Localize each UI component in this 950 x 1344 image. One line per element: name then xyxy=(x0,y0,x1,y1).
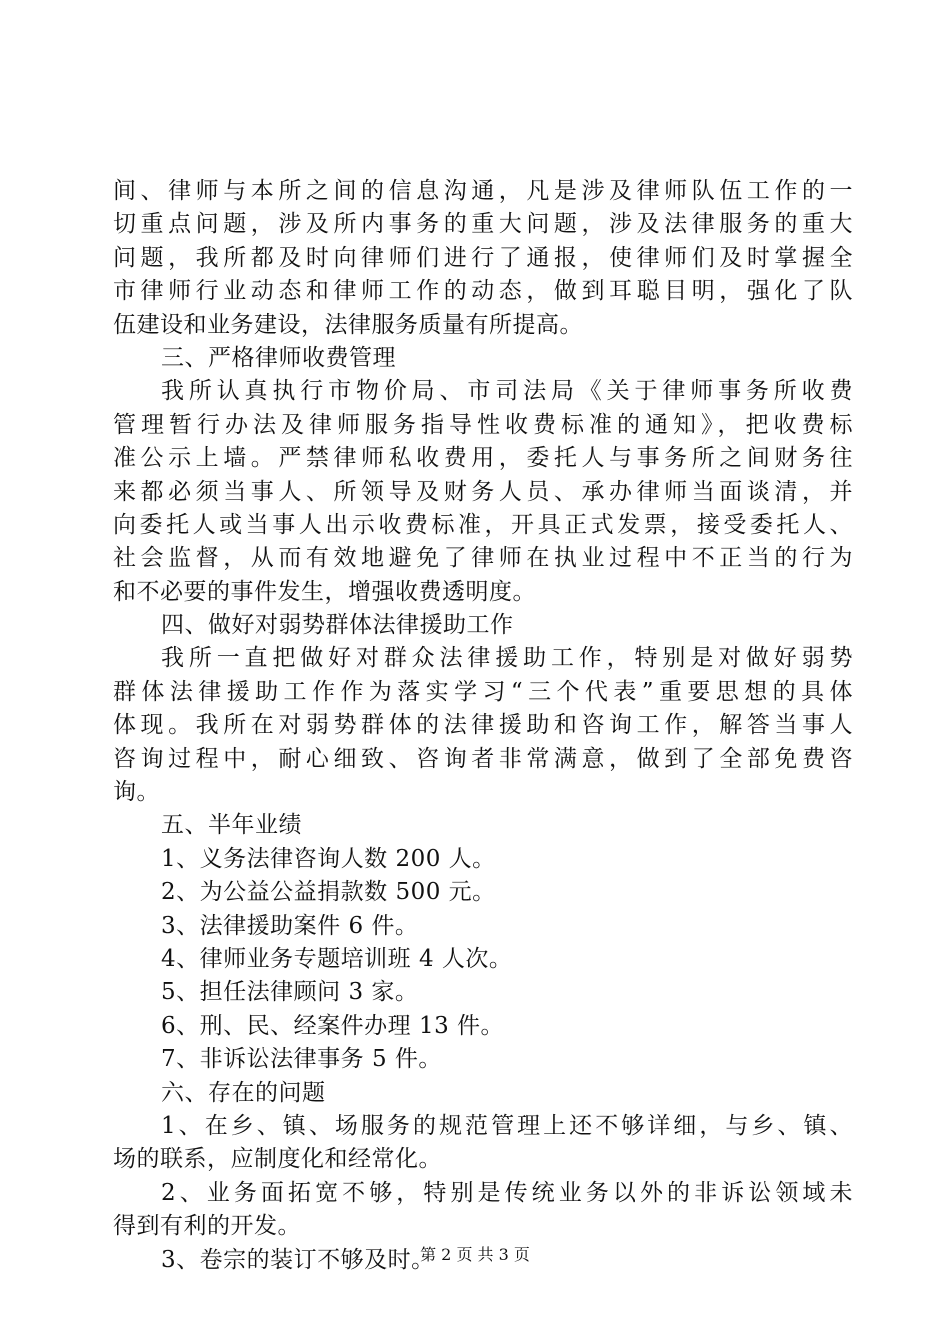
paragraph-heading-line: 2、为公益公益捐款数 500 元。 xyxy=(161,879,496,906)
paragraph-line: 2、业务面拓宽不够，特别是传统业务以外的非诉讼领域未 xyxy=(161,1179,853,1206)
paragraph-line: 询。 xyxy=(113,779,160,806)
paragraph-line: 准公示上墙。严禁律师私收费用，委托人与事务所之间财务往 xyxy=(113,445,853,472)
paragraph-heading-line: 三、严格律师收费管理 xyxy=(161,344,396,371)
paragraph-heading-line: 四、做好对弱势群体法律援助工作 xyxy=(161,612,514,639)
paragraph-heading-line: 7、非诉讼法律事务 5 件。 xyxy=(161,1046,442,1073)
paragraph-heading-line: 1、义务法律咨询人数 200 人。 xyxy=(161,845,496,872)
paragraph-line: 场的联系，应制度化和经常化。 xyxy=(113,1146,442,1173)
paragraph-line: 伍建设和业务建设，法律服务质量有所提高。 xyxy=(113,311,583,338)
paragraph-line: 我所一直把做好对群众法律援助工作，特别是对做好弱势 xyxy=(161,645,853,672)
paragraph-line: 群体法律援助工作作为落实学习“三个代表”重要思想的具体 xyxy=(113,678,853,705)
paragraph-line: 和不必要的事件发生，增强收费透明度。 xyxy=(113,578,536,605)
document-body xyxy=(113,175,853,1277)
paragraph-line: 1、在乡、镇、场服务的规范管理上还不够详细，与乡、镇、 xyxy=(161,1112,853,1139)
paragraph-line: 问题，我所都及时向律师们进行了通报，使律师们及时掌握全 xyxy=(113,244,853,271)
paragraph-heading-line: 5、担任法律顾问 3 家。 xyxy=(161,979,419,1006)
paragraph-line: 得到有利的开发。 xyxy=(113,1213,301,1240)
paragraph-heading-line: 六、存在的问题 xyxy=(161,1079,326,1106)
paragraph-heading-line: 3、法律援助案件 6 件。 xyxy=(161,912,419,939)
paragraph-line: 向委托人或当事人出示收费标准，开具正式发票，接受委托人、 xyxy=(113,511,853,538)
paragraph-line: 咨询过程中，耐心细致、咨询者非常满意，做到了全部免费咨 xyxy=(113,745,853,772)
paragraph-heading-line: 6、刑、民、经案件办理 13 件。 xyxy=(161,1012,505,1039)
paragraph-line: 体现。我所在对弱势群体的法律援助和咨询工作，解答当事人 xyxy=(113,712,853,739)
paragraph-line: 社会监督，从而有效地避免了律师在执业过程中不正当的行为 xyxy=(113,545,853,572)
page-footer: 第 2 页 共 3 页 xyxy=(420,1245,530,1264)
paragraph-heading-line: 4、律师业务专题培训班 4 人次。 xyxy=(161,945,513,972)
paragraph-line: 管理暂行办法及律师服务指导性收费标准的通知》，把收费标 xyxy=(113,411,853,438)
paragraph-line: 切重点问题，涉及所内事务的重大问题，涉及法律服务的重大 xyxy=(113,211,853,238)
paragraph-heading-line: 五、半年业绩 xyxy=(161,812,302,839)
paragraph-line: 我所认真执行市物价局、市司法局《关于律师事务所收费 xyxy=(161,378,853,405)
paragraph-line: 间、律师与本所之间的信息沟通，凡是涉及律师队伍工作的一 xyxy=(113,178,853,204)
paragraph-line: 市律师行业动态和律师工作的动态，做到耳聪目明，强化了队 xyxy=(113,278,853,305)
paragraph-line: 来都必须当事人、所领导及财务人员、承办律师当面谈清，并 xyxy=(113,478,853,505)
paragraph-heading-line: 3、卷宗的装订不够及时。 xyxy=(161,1246,435,1273)
